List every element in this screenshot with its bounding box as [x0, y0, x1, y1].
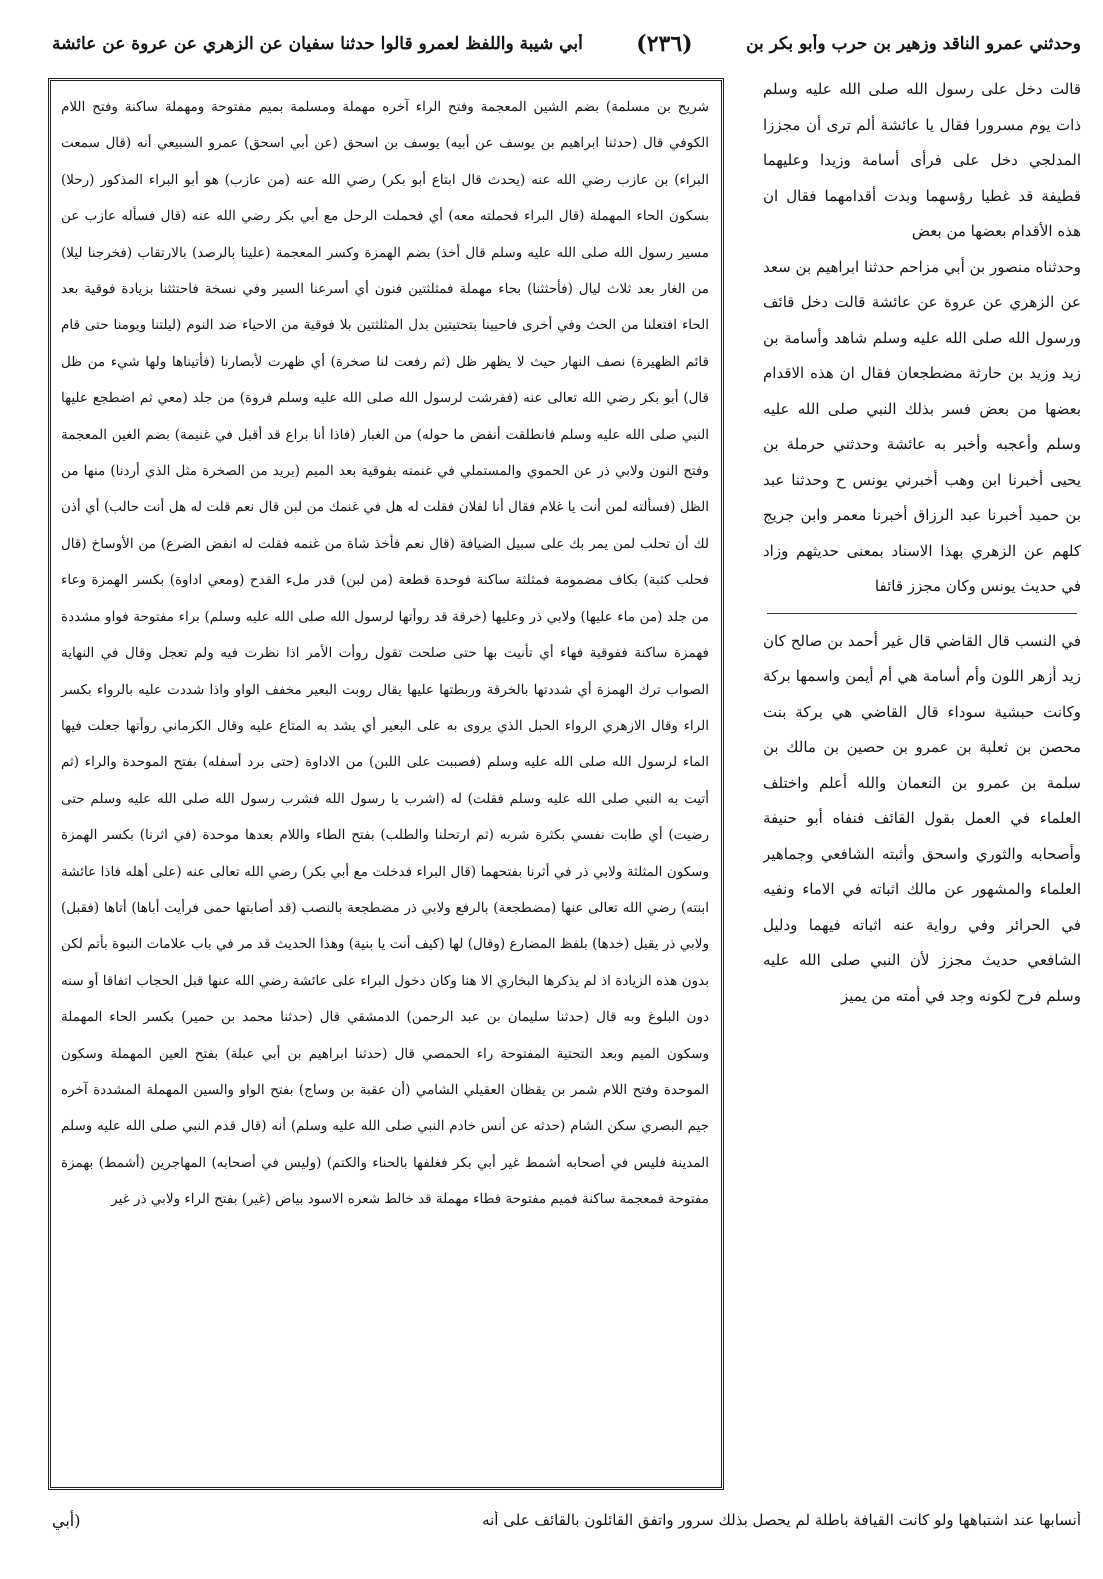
header-text-left: أبي شيبة واللفظ لعمرو قالوا حدثنا سفيان عن الزهري عن عروة عن عائشة	[52, 34, 583, 54]
hadith-commentary-nawawi: في النسب قال القاضي قال غير أحمد بن صالح كان زيد أزهر اللون وأم أسامة هي أم أيمن واسمها بركة وكانت حبشية سوداء قال القاضي هي بركة بنت محصن بن ثعلبة بن عمرو بن حصين بن مالك بن سلمة بن عمرو بن النعمان والله أعلم واختلف العلماء في العمل بقول القائف فنفاه أبو حنيفة وأصحابه والثوري واسحق وأثبته الشافعي وجماهير العلماء والمشهور عن مالك اثباته في الاماء ونفيه في الحرائر وفي رواية عنه اثباته فيهما ودليل الشافعي حديث مجزز لأن النبي صلى الله عليه وسلم فرح لكونه وجد في أمته من يميز	[763, 631, 1081, 1005]
footer-continuation-text: أنسابها عند اشتباهها ولو كانت القيافة باطلة لم يحصل بذلك سرور واتفق القائلون بالقائف على أنه	[482, 1511, 1081, 1529]
commentary-text: شريح بن مسلمة) بضم الشين المعجمة وفتح الراء آخره مهملة ومسلمة بميم مفتوحة ومهملة ساكنة وفتح اللام الكوفي قال (حدثنا ابراهيم بن يوسف عن أبيه) يوسف بن اسحق (عن أبي اسحق) عمرو السبيعي أنه (قال سمعت البراء) بن عازب رضي الله عنه (يحدث قال ابتاع أبو بكر) رضي الله عنه (من عازب) هو أبو البراء المذكور (رحلا) بسكون الحاء المهملة (قال البراء فحملته معه) أي فحملت الرحل مع أبي بكر رضي الله عنه (قال فسأله عازب عن مسير رسول الله صلى الله عليه وسلم قال أخذ) بضم الهمزة وكسر المعجمة (علينا بالرصد) بالارتقاب (فخرجنا ليلا) من الغار بعد ثلاث ليال (فأحثثنا) بحاء مهملة فمثلثتين فنون أي أسرعنا السير وفي نسخة فاحتثثنا بزيادة فوقية بعد الحاء افتعلنا من الحث وفي أخرى فاحيينا بتحتيتين بدل المثلثتين بلا فوقية من الاحياء ضد النوم (ليلتنا ويومنا حتى قام قائم الظهيرة) نصف النهار حيث لا يظهر ظل (ثم رفعت لنا صخرة) أي ظهرت لأبصارنا (فأتيناها ولها شيء من ظل قال) أبو بكر رضي الله تعالى عنه (ففرشت لرسول الله صلى الله عليه وسلم فروة) من جلد (معي ثم اضطجع عليها النبي صلى الله عليه وسلم فانطلقت أنفض ما حوله) من الغبار (فاذا أنا براع قد أقبل في غنيمة) بضم الغين المعجمة وفتح النون ولابي ذر عن الحموي والمستملي في غنمته بفوقية بعد الميم (يريد من الصخرة مثل الذي أردنا) منها من الظل (فسألته لمن أنت يا غلام فقال أنا لفلان فقلت له هل في غنمك من لبن قال نعم قلت له هل أنت حالب) أي أذن لك أن تحلب لمن يمر بك على سبيل الضيافة (قال نعم فأخذ شاة من غنمه فقلت له انفض الضرع) من الأوساخ (قال فحلب كثبة) بكاف مضمومة فمثلثة ساكنة فوحدة قطعة (من لبن) قدر ملء القدح (ومعي اداوة) بكسر الهمزة وعاء من جلد (من ماء عليها) ولابي ذر وعليها (خرقة قد روأتها لرسول الله صلى الله عليه وسلم) براء مفتوحة فواو مشددة فهمزة ساكنة ففوقية فهاء أي تأنيت بها حتى صلحت تقول روأت الأمر اذا نظرت فيه ولم تعجل وقال في النهاية الصواب ترك الهمزة أي شددتها بالخرقة وربطتها عليها يقال روبت البعير مخفف الواو واذا شددت عليه بالرواء بكسر الراء وقال الازهري الرواء الحبل الذي يروى به على البعير أي يشد به المتاع عليه وقال الكرماني روأتها جعلت فيها الماء لرسول الله صلى الله عليه وسلم (فصببت على اللبن) من الاداوة (حتى برد أسفله) بفتح الموحدة والراء (ثم أتيت به النبي صلى الله عليه وسلم فقلت) له (اشرب يا رسول الله فشرب رسول الله صلى الله عليه وسلم حتى رضيت) أي طابت نفسي بكثرة شربه (ثم ارتحلنا والطلب) بفتح الطاء واللام بعدها موحدة (في اثرنا) بكسر الهمزة وسكون المثلثة ولابي ذر في أثرنا بفتحهما (قال البراء فدخلت مع أبي بكر) رضي الله تعالى عنه (على أهله فاذا عائشة ابنته) رضي الله تعالى عنها (مضطجعة) بالرفع ولابي ذر مضطجعة بالنصب (قد أصابتها حمى فرأيت أباها) أتاها (فقبل) ولابي ذر يقبل (خدها) بلفظ المضارع (وقال) لها (كيف أنت يا بنية) وهذا الحديث قد مر في باب علامات النبوة بأتم لكن بدون هذه الزيادة اذ لم يذكرها البخاري الا هنا وكان دخول البراء على عائشة رضي الله عنها قبل الحجاب اتفاقا أو سنه دون البلوغ وبه قال (حدثنا سليمان بن عبد الرحمن) الدمشقي قال (حدثنا محمد بن حمير) بكسر الحاء المهملة وسكون الميم وبعد التحتية المفتوحة راء الحمصي قال (حدثنا ابراهيم بن أبي عبلة) بفتح العين المهملة وسكون الموحدة وفتح اللام شمر بن يقظان العقيلي الشامي (أن عقبة بن وساج) بفتح الواو والسين المهملة المشددة آخره جيم البصري سكن الشام (حدثه عن أنس خادم النبي صلى الله عليه وسلم) أنه (قال قدم النبي صلى الله عليه وسلم المدينة فليس في أصحابه أشمط غير أبي بكر فغلفها بالحناء والكتم) (وليس في أصحابه) المهاجرين (أشمط) بهمزة مفتوحة فمعجمة ساكنة فميم مفتوحة فطاء مهملة قد خالط شعره الاسود بياض (غير) بفتح الراء ولابي ذر غير	[61, 99, 709, 1208]
hadith-paragraph-2: وحدثناه منصور بن أبي مزاحم حدثنا ابراهيم بن سعد عن الزهري عن عروة عن عائشة قالت دخل قائف ورسول الله صلى الله عليه وسلم شاهد وأسامة بن زيد وزيد بن حارثة مضطجعان فقال ان هذه الاقدام بعضها من بعض فسر بذلك النبي صلى الله عليه وسلم وأعجبه وأخبر به عائشة وحدثني حرملة بن يحيى أخبرنا ابن وهب أخبرني يونس ح وحدثنا عبد بن حميد أخبرنا عبد الرزاق أخبرنا معمر وابن جريج كلهم عن الزهري بهذا الاسناد بمعنى حديثهم وزاد في حديث يونس وكان مجزز قائفا	[763, 257, 1081, 595]
commentary-frame	[48, 78, 724, 1490]
catchword: (أبي	[52, 1510, 81, 1530]
page-header	[52, 18, 1081, 70]
column-divider	[767, 613, 1077, 614]
header-text-right: وحدثني عمرو الناقد وزهير بن حرب وأبو بكر بن	[746, 34, 1081, 54]
hadith-text-column	[763, 72, 1081, 1540]
hadith-paragraph-1: قالت دخل على رسول الله صلى الله عليه وسلم ذات يوم مسرورا فقال يا عائشة ألم ترى أن مجززا المدلجي دخل على فرأى أسامة وزيدا وعليهما قطيفة قد غطيا رؤسهما وبدت أقدامهما فقال ان هذه الأقدام بعضها من بعض	[763, 80, 1081, 240]
page-number: (٢٣٦)	[636, 31, 693, 57]
page-footer	[52, 1500, 1081, 1540]
